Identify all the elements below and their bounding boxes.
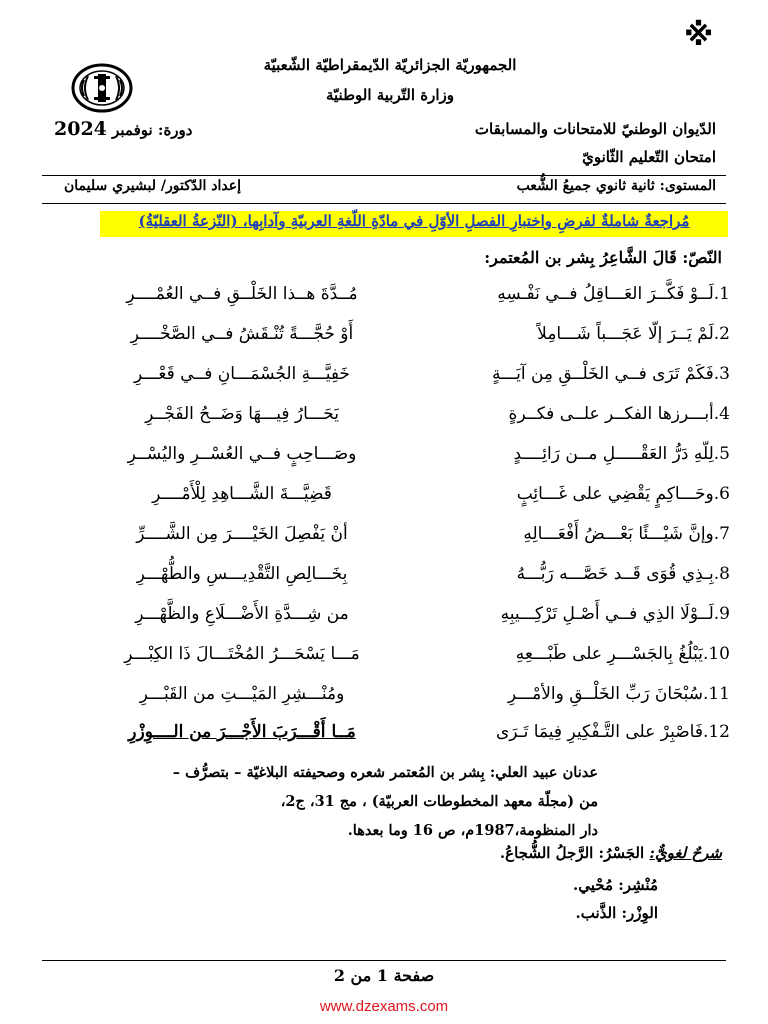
exam-session [54, 118, 224, 140]
verse-second-hemistich: مُــدَّةَ هــذا الخَلْــقِ فــي العُمْــــرِ [126, 284, 358, 304]
verse [50, 524, 730, 554]
verse [50, 404, 730, 434]
document-title: مُراجعةٌ شاملةٌ لفرضِ واختبارِ الفصلِ الأوّلِ في مادّةِ اللّغةِ العربيّةِ وآدابِها، (النّزعةُ العقليّةُ) [138, 212, 690, 230]
header-divider [42, 175, 726, 176]
verse [50, 684, 730, 714]
verse-first-hemistich: 11.سُبْحَانَ رَبِّ الخَلْــقِ والأمْـــرِ [507, 684, 730, 704]
verse [50, 604, 730, 634]
verse-first-hemistich: 5.لِلّهِ دَرُّ العَقْـــــلِ مــن رَائِــــدٍ [513, 444, 730, 464]
verse [50, 364, 730, 394]
glossary-label: شرحٌ لغويٌّ: [649, 844, 722, 862]
verse-second-hemistich: وصَـــاحِبٍ فــي العُسْــرِ واليُسْــرِ [127, 444, 357, 464]
exam-name: امتحان التّعليم الثّانويّ [582, 148, 716, 166]
verse-first-hemistich: 10.يَبْلُغُ بِالجَسْـــرِ على طَبْـــعِهِ [515, 644, 730, 664]
asterism-mark: ※ [684, 18, 714, 53]
verse [50, 564, 730, 594]
verse-first-hemistich: 8.بِـذِي قُوَى قَــد خَصَّـــه رَبُّـــهُ [516, 564, 730, 584]
page-number: صفحة 1 من 2 [333, 966, 435, 985]
verse-second-hemistich: مَــا أَقْـــرَبَ الأَجْـــرَ من الــــوِزْرِ [128, 722, 356, 742]
class-level: المستوى: ثانية ثانوي جميعُ الشُّعب [516, 178, 716, 194]
exam-office: الدّيوان الوطنيّ للامتحانات والمسابقات [474, 120, 716, 138]
verse-second-hemistich: ومُنْـــشِرِ المَيْـــتِ من القَبْـــرِ [139, 684, 345, 704]
verse-second-hemistich: مَـــا يَسْحَـــرُ المُخْتَـــالَ ذَا الكِبْـــرِ [124, 644, 360, 664]
glossary-entry: الوِزْر: الذَّنب. [575, 904, 658, 922]
source-line: دار المنظومة،1987م، ص 16 وما بعدها. [347, 822, 598, 839]
republic-name: الجمهوريّة الجزائريّة الدّيمقراطيّة الشّعبيّة [263, 56, 517, 74]
verse-second-hemistich: قَضِيَّـــةَ الشَّـــاهِدِ لِلْأَمْــــرِ [152, 484, 332, 504]
subheader-divider [42, 203, 726, 204]
verse [50, 722, 730, 752]
verse-first-hemistich: 2.لَمْ يَــرَ إلّا عَجَـــباً شَـــامِلاً [537, 324, 730, 344]
author-credit: إعداد الدّكتور/ لبشيري سليمان [64, 178, 241, 194]
verse-first-hemistich: 4.أبـــرزها الفكــر علــى فكــرةٍ [508, 404, 730, 424]
source-line: من (مجلّة معهد المخطوطات العربيّة) ، مج 31، ج2، [280, 793, 598, 810]
verse-second-hemistich: بِخَـــالِصِ التَّقْدِيـــسِ والطُّهْـــرِ [136, 564, 348, 584]
source-line: عدنان عبيد العلي: بِشر بن المُعتمر شعره وصحيفته البلاغيّة – بتصرُّف – [172, 764, 598, 781]
verse-first-hemistich: 12.فَاصْبِرْ على التَّـفْكِيرِ فِيمَا تَـرَى [495, 722, 730, 742]
verse [50, 444, 730, 474]
verse [50, 644, 730, 674]
glossary-entry: الجَسْرُ: الرَّجلُ الشُّجاعُ. [499, 844, 645, 862]
verse-second-hemistich: يَحَـــارُ فِيـــهَا وَضَــحُ الفَجْــرِ [145, 404, 339, 424]
verse [50, 324, 730, 354]
session-year: 2024 [54, 118, 107, 140]
verse-second-hemistich: من شِـــدَّةِ الأَضْـــلَاعِ والظَّهْـــرِ [135, 604, 349, 624]
verse-first-hemistich: 3.فَكَمْ تَرَى فــي الخَلْــقِ مِن آيَـــةٍ [492, 364, 730, 384]
verse-second-hemistich: خَفِيَّـــةِ الجُسْمَـــانِ فــي قَعْـــرِ [134, 364, 350, 384]
footer-divider [42, 960, 726, 961]
verse-second-hemistich: أنْ يَفْصِلَ الخَيْــــرَ مِن الشَّــــرِّ [136, 524, 348, 544]
session-label: دورة: نوفمبر [112, 121, 193, 139]
verse [50, 484, 730, 514]
verse-first-hemistich: 6.وحَـــاكِمٍ يَقْضِي على غَـــائِبٍ [516, 484, 730, 504]
verse-second-hemistich: أَوْ حُجَّـــةً تُنْـقَشُ فــي الصَّخْــــرِ [130, 324, 354, 344]
text-intro: النّصّ: قَالَ الشَّاعِرُ بِشر بن المُعتمر: [484, 248, 722, 267]
glossary-entry: مُنْشِر: مُحْيي. [573, 876, 658, 894]
glossary-heading [122, 844, 722, 862]
website-link[interactable]: www.dzexams.com [319, 998, 449, 1015]
national-emblem-logo [70, 62, 134, 114]
verse-first-hemistich: 9.لَــوْلَا الذِي فــي أَصْـلِ تَرْكِـــيبِهِ [500, 604, 730, 624]
source-citation [58, 758, 598, 845]
verse-first-hemistich: 1.لَــوْ فَكَّــرَ العَـــاقِلُ فــي نَفْـسِهِ [497, 284, 730, 304]
ministry-name: وزارة التّربية الوطنيّة [325, 86, 454, 104]
verse [50, 284, 730, 314]
verse-first-hemistich: 7.وإنَّ شَيْـــئًا بَعْـــضُ أَفْعَـــالِهِ [523, 524, 730, 544]
